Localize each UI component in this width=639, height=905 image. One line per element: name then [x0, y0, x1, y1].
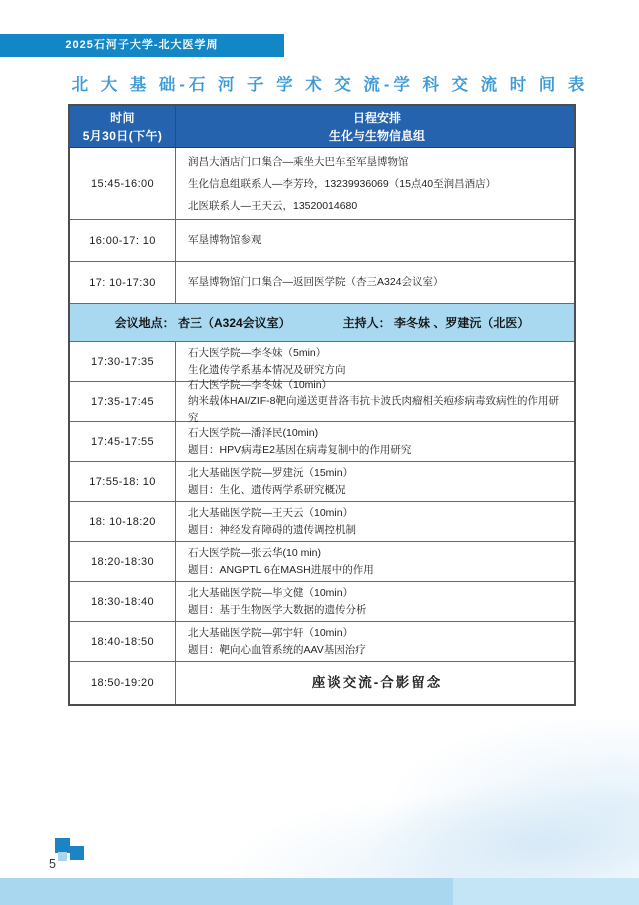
agenda-line: 题目：神经发育障碍的遗传调控机制 — [188, 523, 356, 536]
agenda-line: 题目：基于生物医学大数据的遗传分析 — [188, 603, 367, 616]
meeting-host: 主持人： 李冬妹 、罗建沅（北医） — [342, 316, 530, 330]
mountain-watermark — [209, 718, 639, 878]
agenda-cell — [176, 622, 574, 661]
agenda-line: 北医联系人—王天云，13520014680 — [188, 199, 358, 212]
agenda-line: 题目：ANGPTL 6在MASH进展中的作用 — [188, 563, 374, 576]
table-row — [70, 622, 574, 662]
meeting-notice-row — [70, 304, 574, 342]
agenda-line: 军垦博物馆参观 — [188, 234, 262, 247]
time-cell: 17: 10-17:30 — [70, 262, 176, 303]
table-row — [70, 220, 574, 262]
header-time-label: 时间 — [110, 110, 135, 125]
table-row — [70, 662, 574, 704]
agenda-cell — [176, 542, 574, 581]
agenda-line: 题目：靶向心血管系统的AAV基因治疗 — [188, 643, 366, 656]
agenda-line: 润昌大酒店门口集合—乘坐大巴车至军垦博物馆 — [188, 155, 409, 168]
agenda-cell — [176, 148, 574, 219]
table-row — [70, 148, 574, 220]
agenda-line: 北大基础医学院—罗建沅（15min） — [188, 467, 354, 479]
agenda-line: 军垦博物馆门口集合—返回医学院（杏三A324会议室） — [188, 276, 444, 289]
agenda-line: 座谈交流-合影留念 — [311, 674, 443, 690]
agenda-line: 纳米载体HAI/ZIF-8靶向递送更昔洛韦抗卡波氏肉瘤相关疱疹病毒致病性的作用研究 — [188, 395, 560, 424]
agenda-line: 石大医学院—李冬妹（5min） — [188, 347, 327, 359]
header-group-label: 生化与生物信息组 — [328, 128, 425, 143]
table-row — [70, 462, 574, 502]
time-cell: 18: 10-18:20 — [70, 502, 176, 541]
table-row — [70, 502, 574, 542]
table-row — [70, 582, 574, 622]
time-cell: 18:40-18:50 — [70, 622, 176, 661]
agenda-cell — [176, 220, 574, 261]
agenda-cell — [176, 378, 574, 424]
footer-band-right — [453, 878, 639, 905]
time-cell: 17:30-17:35 — [70, 342, 176, 381]
time-cell: 17:45-17:55 — [70, 422, 176, 461]
header-date-label: 5月30日(下午) — [82, 128, 163, 143]
table-row — [70, 262, 574, 304]
agenda-cell — [176, 262, 574, 303]
page-number: 5 — [49, 857, 56, 871]
time-cell: 15:45-16:00 — [70, 148, 176, 219]
agenda-line: 北大基础医学院—郭宇轩（10min） — [188, 627, 354, 639]
agenda-line: 石大医学院—张云华(10 min) — [188, 547, 322, 559]
time-cell: 17:35-17:45 — [70, 382, 176, 421]
agenda-cell — [176, 462, 574, 501]
table-row — [70, 378, 574, 424]
meeting-location: 会议地点： 杏三（A324会议室） — [114, 316, 291, 330]
agenda-line: 石大医学院—李冬妹（10min） — [188, 378, 333, 391]
decor-square-light — [58, 852, 67, 861]
time-cell: 16:00-17: 10 — [70, 220, 176, 261]
header-agenda-label: 日程安排 — [352, 110, 401, 125]
time-cell: 18:50-19:20 — [70, 662, 176, 704]
decor-square-dark-1 — [55, 838, 70, 853]
footer-band-left — [0, 878, 453, 905]
agenda-line: 题目：生化、遗传两学系研究概况 — [188, 483, 346, 496]
table-row — [70, 542, 574, 582]
agenda-cell — [176, 662, 574, 704]
agenda-line: 北大基础医学院—毕文健（10min） — [188, 587, 354, 599]
agenda-cell — [176, 502, 574, 541]
agenda-line: 生化遗传学系基本情况及研究方向 — [188, 363, 346, 376]
header-time-cell — [70, 106, 176, 147]
agenda-line: 生化信息组联系人—李芳玲，13239936069（15点40至润昌酒店） — [188, 177, 497, 190]
header-agenda-cell — [176, 106, 574, 147]
agenda-cell — [176, 342, 574, 381]
agenda-line: 题目：HPV病毒E2基因在病毒复制中的作用研究 — [188, 443, 412, 456]
agenda-cell — [176, 582, 574, 621]
time-cell: 18:30-18:40 — [70, 582, 176, 621]
table-row — [70, 422, 574, 462]
event-banner: 2025石河子大学-北大医学周 — [0, 34, 284, 57]
time-cell: 17:55-18: 10 — [70, 462, 176, 501]
agenda-cell — [176, 422, 574, 461]
agenda-line: 北大基础医学院—王天云（10min） — [188, 507, 354, 519]
agenda-line: 石大医学院—潘泽民(10min) — [188, 427, 319, 439]
time-cell: 18:20-18:30 — [70, 542, 176, 581]
schedule-table — [68, 104, 576, 706]
decor-square-dark-2 — [70, 846, 84, 860]
page-title: 北 大 基 础-石 河 子 学 术 交 流-学 科 交 流 时 间 表 — [71, 76, 589, 94]
table-header-row — [70, 106, 574, 148]
